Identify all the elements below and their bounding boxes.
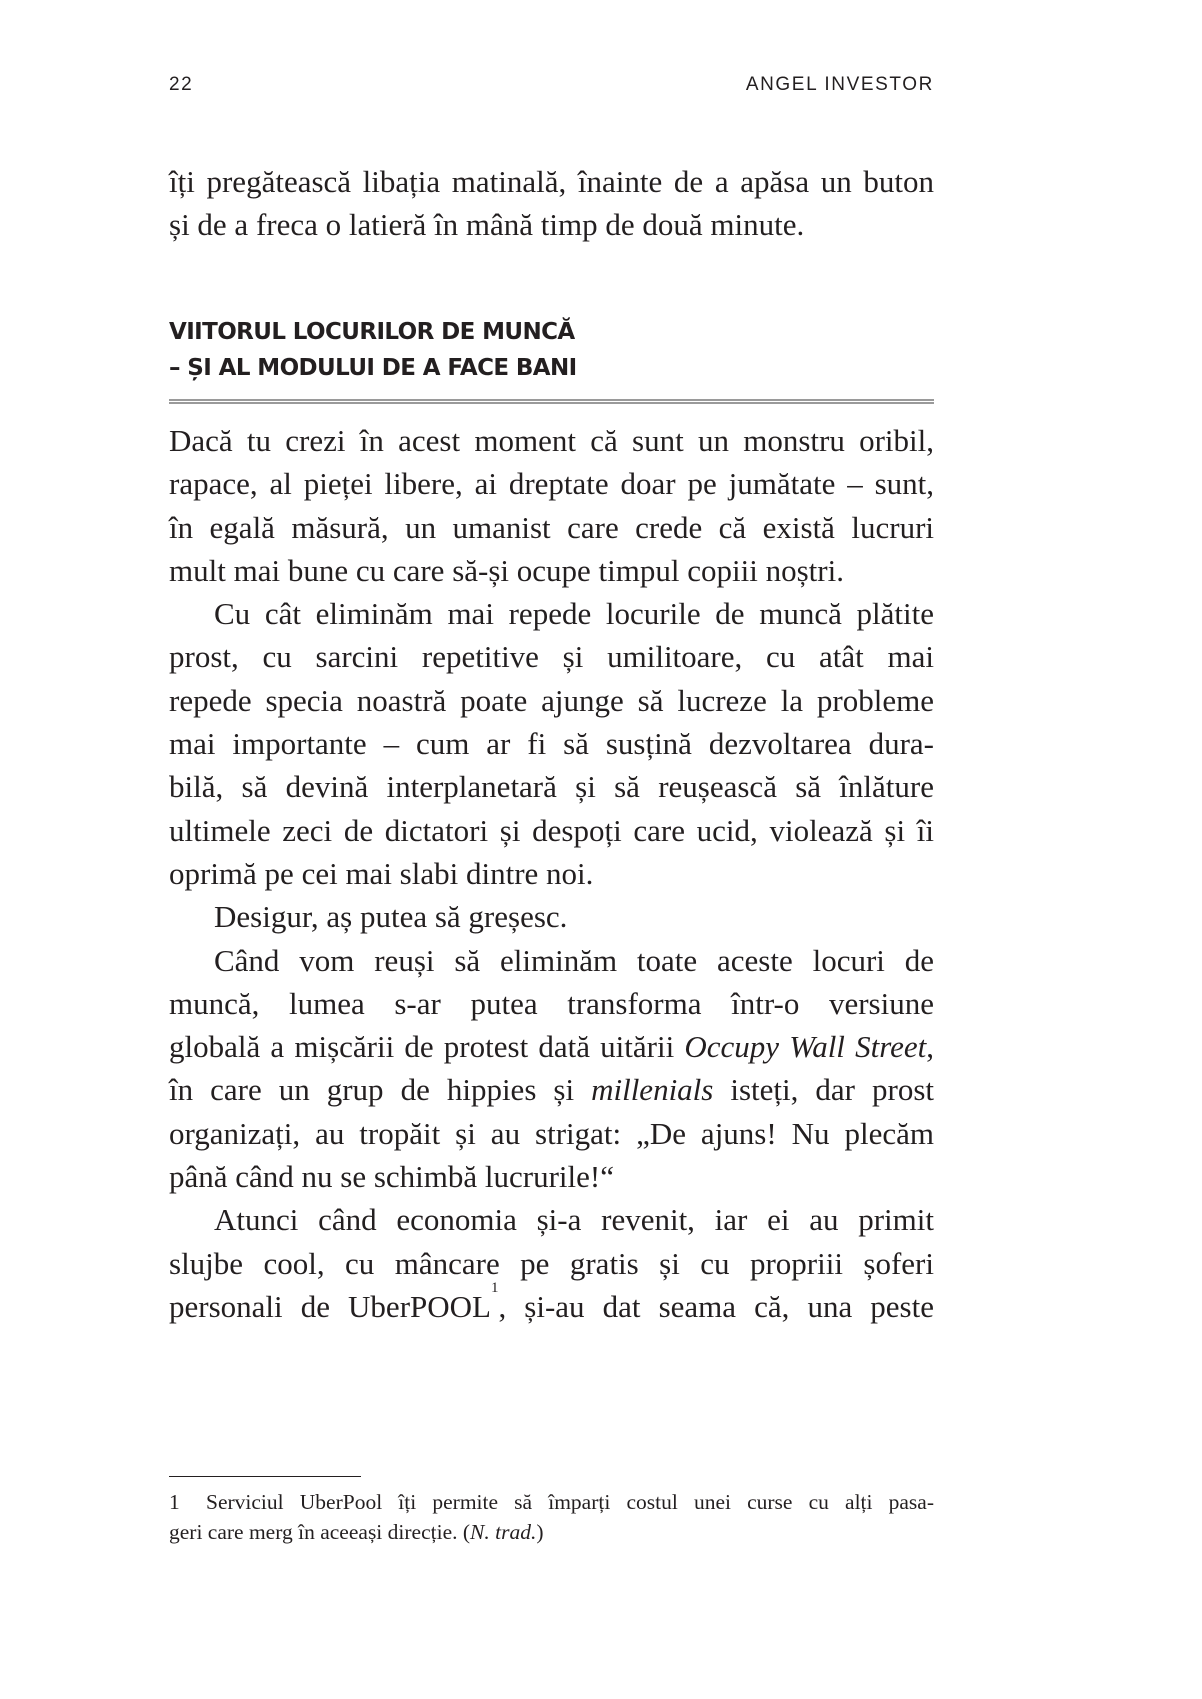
text-line: muncă, lumea s-ar putea transforma într-o versiune [169, 985, 934, 1021]
text-line: bilă, să devină interplanetară și să reușească să înlăture [169, 769, 934, 805]
paragraph [169, 895, 934, 938]
italic-note: N. trad. [470, 1520, 537, 1544]
text-line: Desigur, aș putea să greșesc. [214, 899, 568, 935]
text-line: oprimă pe cei mai slabi dintre noi. [169, 855, 594, 891]
text-run: , [926, 1029, 934, 1065]
body-text [169, 419, 934, 1328]
italic-term: millenials [591, 1072, 714, 1108]
text-line: slujbe cool, cu mâncare pe gratis și cu propriii șoferi [169, 1245, 934, 1281]
text-line [169, 1025, 934, 1068]
text-run: ) [536, 1520, 544, 1544]
text-line: repede specia noastră poate ajunge să lucreze la probleme [169, 682, 934, 718]
text-run: personali de UberPOOL [169, 1288, 491, 1324]
footnote-line [169, 1487, 934, 1517]
text-run: în care un grup de hippies și [169, 1072, 592, 1108]
footnote-number: 1 [169, 1490, 180, 1514]
text-line: Când vom reuși să eliminăm toate aceste locuri de [214, 942, 934, 978]
paragraph [169, 939, 934, 1199]
text-line [169, 1279, 934, 1328]
footnote-divider [169, 1476, 361, 1477]
page-number: 22 [169, 74, 194, 95]
text-line: rapace, al pieței libere, ai dreptate doar pe jumătate – sunt, [169, 466, 934, 502]
footnote-line [169, 1517, 934, 1547]
paragraph [169, 419, 934, 592]
text-line: prost, cu sarcini repetitive și umilitoare, cu atât mai [169, 639, 934, 675]
section-heading-line: – ȘI AL MODULUI DE A FACE BANI [169, 355, 577, 381]
intro-paragraph [169, 160, 934, 247]
text-line: și de a freca o latieră în mână timp de două minute. [169, 207, 805, 243]
section-heading [169, 314, 577, 386]
running-title: ANGEL INVESTOR [745, 74, 934, 95]
text-run: globală a mișcării de protest dată uitării [169, 1029, 685, 1065]
text-line: mult mai bune cu care să-și ocupe timpul copiii noștri. [169, 552, 844, 588]
text-line: mai importante – cum ar fi să susțină dezvoltarea dura- [169, 726, 934, 762]
text-line: ultimele zeci de dictatori și despoți care ucid, violează și îi [169, 812, 934, 848]
text-line: Dacă tu crezi în acest moment că sunt un monstru oribil, [169, 423, 934, 458]
section-divider [169, 399, 934, 404]
italic-title: Occupy Wall Street [684, 1029, 927, 1065]
text-line: până când nu se schimbă lucrurile!“ [169, 1159, 615, 1195]
text-line [169, 1068, 934, 1111]
text-run: , și-au dat seama că, una peste [498, 1288, 934, 1324]
text-line: Cu cât eliminăm mai repede locurile de muncă plătite [214, 596, 934, 632]
paragraph [169, 1198, 934, 1328]
text-run: geri care merg în aceeași direcție. ( [169, 1520, 471, 1544]
footnote [169, 1487, 934, 1547]
text-line: în egală măsură, un umanist care crede că există lucruri [169, 509, 934, 545]
text-run: Serviciul UberPool îți permite să împarți costul unei curse cu alți pasa- [206, 1490, 934, 1514]
running-header [169, 74, 934, 96]
paragraph [169, 592, 934, 895]
footnote-reference[interactable]: 1 [490, 1279, 499, 1296]
section-heading-line: VIITORUL LOCURILOR DE MUNCĂ [169, 319, 575, 345]
text-line: organizați, au tropăit și au strigat: „De ajuns! Nu plecăm [169, 1115, 934, 1151]
text-line: îți pregătească libația matinală, înainte de a apăsa un buton [169, 164, 934, 199]
text-line: Atunci când economia și-a revenit, iar ei au primit [214, 1202, 934, 1238]
text-run: isteți, dar prost [713, 1072, 934, 1108]
